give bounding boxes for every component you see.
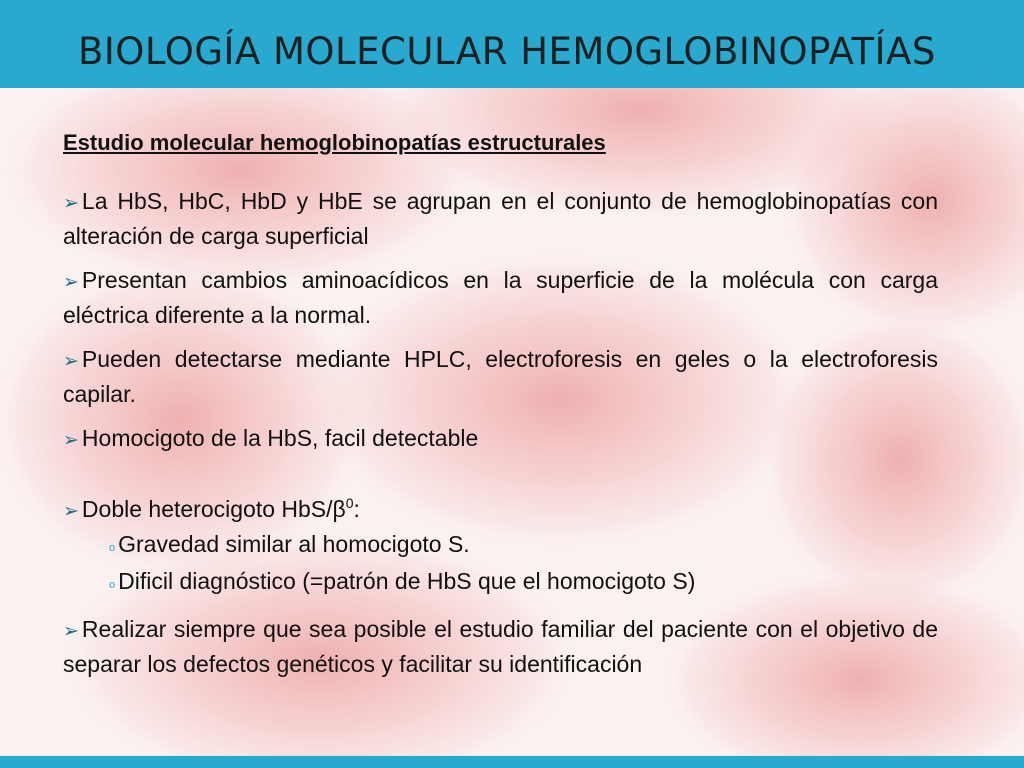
circle-bullet-icon: o [109,579,116,591]
arrow-bullet-icon: ➢ [63,621,79,642]
bullet-point [63,613,938,681]
circle-bullet-icon: o [109,542,116,554]
arrow-bullet-icon: ➢ [63,272,79,293]
bullet-text: La HbS, HbC, HbD y HbE se agrupan en el conjunto de hemoglobinopatías con alteración de carga superficial [63,188,938,249]
bullet-point [63,264,938,332]
bullet-point-doble [63,487,938,528]
bullet-text: Homocigoto de la HbS, facil detectable [81,425,479,451]
arrow-bullet-icon: ➢ [63,430,79,451]
page-title: BIOLOGÍA MOLECULAR HEMOGLOBINOPATÍAS [78,30,936,73]
bullet-point [63,422,938,457]
bullet-colon: : [353,496,360,522]
bullet-text: Doble heterocigoto HbS/β [81,496,346,522]
section-subtitle: Estudio molecular hemoglobinopatías estructurales [63,130,606,155]
superscript: 0 [345,495,354,511]
bullet-point [63,343,938,411]
sub-bullet-text: Dificil diagnóstico (=patrón de HbS que el homocigoto S) [118,568,696,594]
sub-bullet [63,528,938,565]
sub-bullet-text: Gravedad similar al homocigoto S. [118,531,470,557]
arrow-bullet-icon: ➢ [63,193,79,214]
bullet-text: Pueden detectarse mediante HPLC, electroforesis en geles o la electroforesis capilar. [63,346,938,407]
arrow-bullet-icon: ➢ [63,351,79,372]
bullet-text: Realizar siempre que sea posible el estudio familiar del paciente con el objetivo de separar los defectos genéticos y facilitar su identificación [63,616,938,677]
sub-bullet [63,565,938,602]
slide-content [63,126,938,692]
bullet-text: Presentan cambios aminoacídicos en la superficie de la molécula con carga eléctrica diferente a la normal. [63,267,938,328]
footer-strip [0,756,1024,768]
arrow-bullet-icon: ➢ [63,501,79,522]
bullet-point [63,185,938,253]
